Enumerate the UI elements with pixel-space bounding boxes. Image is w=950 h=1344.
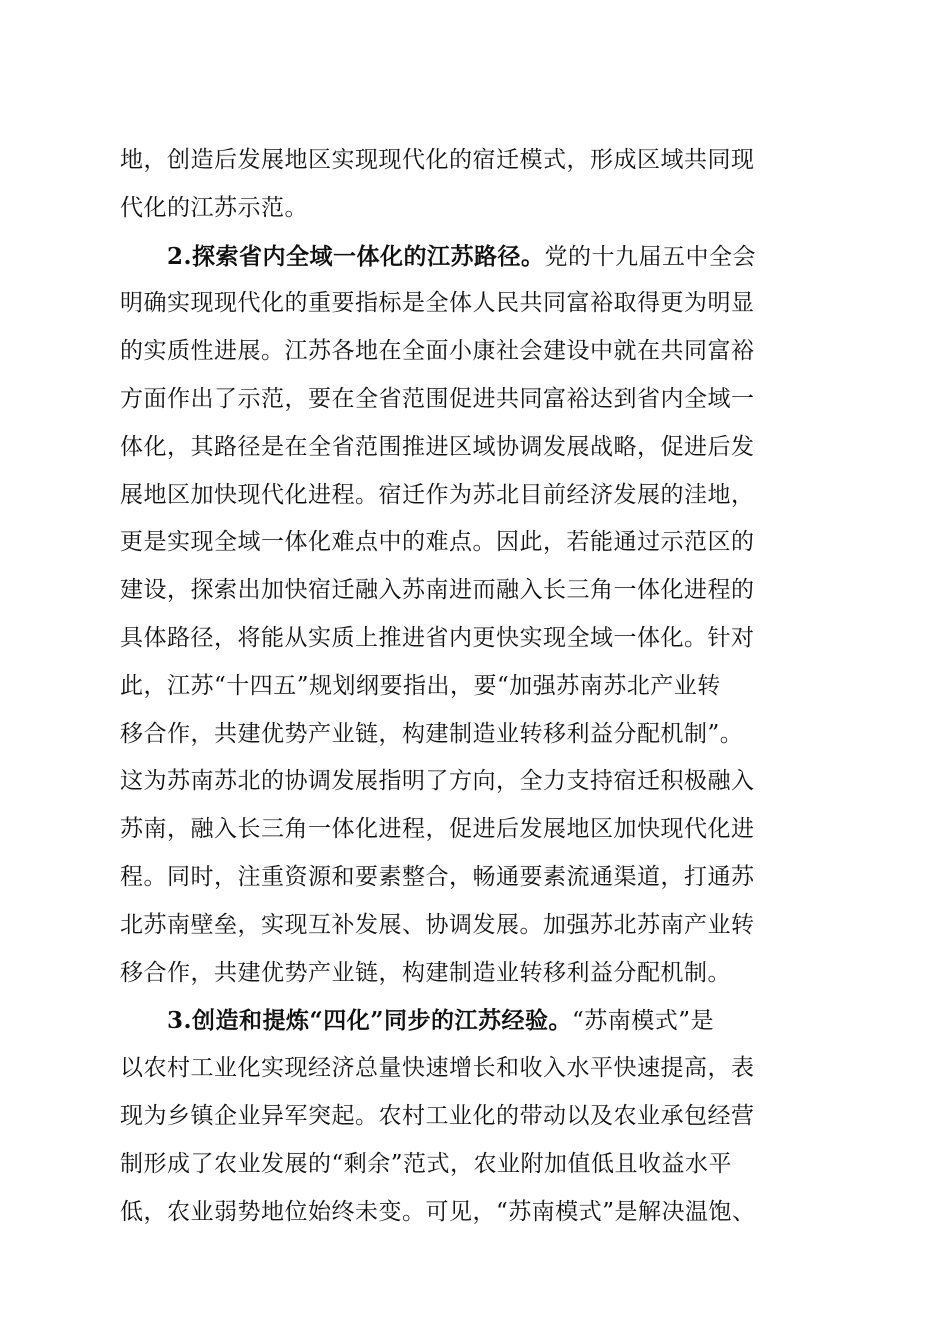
text-line: 以农村工业化实现经济总量快速增长和收入水平快速提高，表 [120,1055,755,1082]
text-line: 方面作出了示范，要在全省范围促进共同富裕达到省内全域一 [120,385,755,412]
text-line: 低，农业弱势地位始终未变。可见，“苏南模式”是解决温饱、 [120,1198,756,1225]
text-line: 这为苏南苏北的协调发展指明了方向，全力支持宿迁积极融入 [120,768,755,795]
text-line: 制形成了农业发展的“剩余”范式，农业附加值低且收益水平 [120,1150,733,1177]
text-line: 北苏南壁垒，实现互补发展、协调发展。加强苏北苏南产业转 [120,911,755,938]
section-heading-line [120,233,832,281]
section-heading: 2.探索省内全域一体化的江苏路径。 [167,242,545,270]
text-line: 移合作，共建优势产业链，构建制造业转移利益分配机制”。 [120,720,744,747]
text-run: “苏南模式”是 [571,1008,715,1035]
text-line: 建设，探索出加快宿迁融入苏南进而融入长三角一体化进程的 [120,577,755,604]
section-heading: 3.创造和提炼“四化”同步的江苏经验。 [167,1007,572,1035]
text-line: 的实质性进展。江苏各地在全面小康社会建设中就在共同富裕 [120,338,755,365]
text-line: 更是实现全域一体化难点中的难点。因此，若能通过示范区的 [120,529,755,556]
text-line: 苏南，融入长三角一体化进程，促进后发展地区加快现代化进 [120,816,755,843]
text-line: 体化，其路径是在全省范围推进区域协调发展战略，促进后发 [120,433,755,460]
text-line: 展地区加快现代化进程。宿迁作为苏北目前经济发展的洼地， [120,481,755,508]
text-line: 移合作，共建优势产业链，构建制造业转移利益分配机制。 [120,959,731,986]
document-page [120,137,832,1236]
section-heading-line [120,997,832,1045]
text-line: 具体路径，将能从实质上推进省内更快实现全域一体化。针对 [120,624,755,651]
text-line: 现为乡镇企业异军突起。农村工业化的带动以及农业承包经营 [120,1102,755,1129]
text-line: 代化的江苏示范。 [120,194,308,221]
text-line: 地，创造后发展地区实现现代化的宿迁模式，形成区域共同现 [120,147,755,173]
text-run: 党的十九届五中全会 [544,243,757,270]
text-line: 明确实现现代化的重要指标是全体人民共同富裕取得更为明显 [120,290,755,317]
text-line: 此，江苏“十四五”规划纲要指出，要“加强苏南苏北产业转 [120,672,721,699]
text-line: 程。同时，注重资源和要素整合，畅通要素流通渠道，打通苏 [120,863,755,890]
